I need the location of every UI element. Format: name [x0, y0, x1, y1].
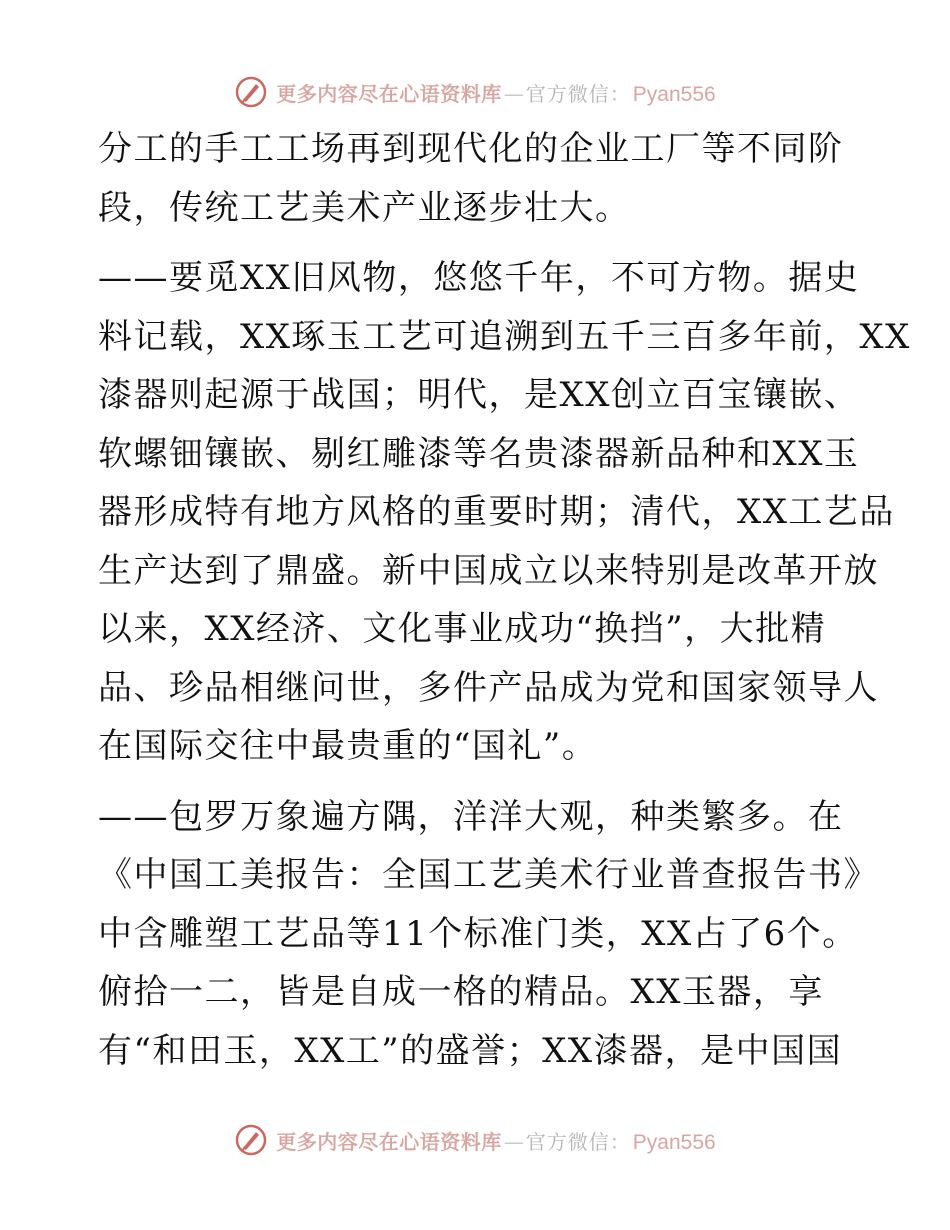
text-line: 漆器则起源于战国；明代，是XX创立百宝镶嵌、	[98, 375, 860, 415]
watermark-text	[276, 78, 715, 107]
text-line: 在国际交往中最贵重的“国礼”。	[98, 726, 598, 766]
text-line: 《中国工美报告：全国工艺美术行业普查报告书》	[98, 855, 879, 895]
watermark-dash: —	[503, 81, 524, 106]
watermark-main: 更多内容尽在心语资料库	[276, 1129, 502, 1154]
text-line: 品、珍品相继问世，多件产品成为党和国家领导人	[98, 667, 879, 708]
document-body	[98, 120, 911, 1080]
footer-watermark	[0, 1120, 950, 1160]
watermark-contact: 官方微信：	[525, 1129, 631, 1154]
watermark-id: Pyan556	[632, 1130, 716, 1154]
text-line: 中含雕塑工艺品等11个标准门类，XX占了6个。	[98, 913, 858, 954]
text-line: 段，传统工艺美术产业逐步壮大。	[98, 187, 631, 228]
text-line: 生产达到了鼎盛。新中国成立以来特别是改革开放	[98, 550, 879, 591]
paragraph-2	[98, 249, 911, 776]
paragraph-3	[98, 788, 879, 1081]
quill-logo-icon	[234, 1123, 268, 1157]
text-line: 以来，XX经济、文化事业成功“换挡”，大批精	[98, 609, 827, 649]
paragraph-1	[98, 120, 858, 237]
text-line: 分工的手工工场再到现代化的企业工厂等不同阶	[98, 129, 844, 169]
watermark-text	[276, 1126, 715, 1155]
text-line: ——要觅XX旧风物，悠悠千年，不可方物。据史	[98, 258, 860, 298]
watermark-dash: —	[503, 1129, 524, 1154]
text-line: 软螺钿镶嵌、剔红雕漆等名贵漆器新品种和XX玉	[98, 433, 860, 474]
text-line: ——包罗万象遍方隅，洋洋大观，种类繁多。在	[98, 796, 844, 837]
text-line: 料记载，XX琢玉工艺可追溯到五千三百多年前，XX	[98, 316, 911, 357]
watermark-contact: 官方微信：	[525, 81, 631, 106]
header-watermark	[0, 72, 950, 112]
text-line: 有“和田玉，XX工”的盛誉；XX漆器，是中国国	[98, 1030, 843, 1071]
text-line: 俯拾一二，皆是自成一格的精品。XX玉器，享	[98, 972, 824, 1012]
watermark-main: 更多内容尽在心语资料库	[276, 81, 502, 106]
text-line: 器形成特有地方风格的重要时期；清代，XX工艺品	[98, 492, 895, 532]
watermark-id: Pyan556	[632, 82, 716, 106]
quill-logo-icon	[234, 75, 268, 109]
